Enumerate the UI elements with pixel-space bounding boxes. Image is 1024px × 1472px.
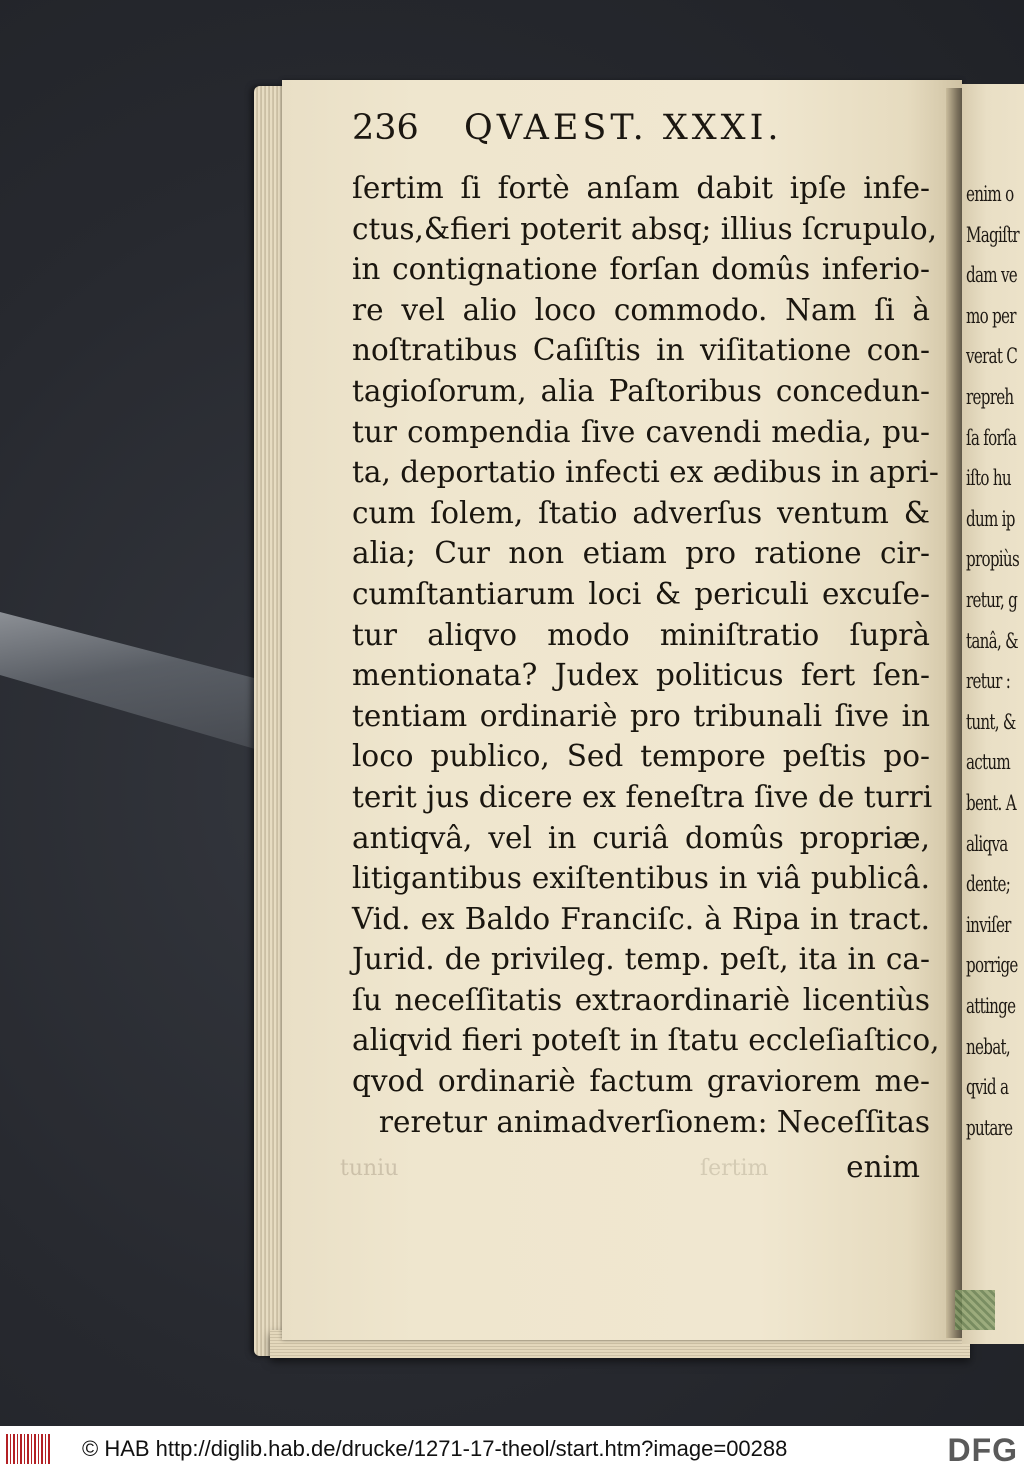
facing-page-fragment: verat C xyxy=(966,344,1018,369)
facing-page-fragment: putare xyxy=(966,1115,1013,1140)
text-line: terit jus dicere ex feneſtra ſive de turri xyxy=(352,779,933,814)
text-line: re vel alio loco commodo. Nam ſi à xyxy=(352,292,930,327)
facing-page-fragment: bent. A xyxy=(966,791,1016,815)
facing-page-fragment: porrige xyxy=(966,953,1018,978)
text-line: Vid. ex Baldo Franciſc. à Ripa in tract. xyxy=(352,901,930,936)
facing-page-fragment: tanâ, & xyxy=(966,628,1018,653)
text-line: reretur animadverſionem: Neceſſitas xyxy=(378,1104,930,1139)
text-line: ta, deportatio infecti ex ædibus in apri- xyxy=(352,455,939,490)
facing-page-fragment: iſto hu xyxy=(966,466,1011,491)
dfg-logo: DFG xyxy=(947,1432,1018,1468)
text-line: qvod ordinariè factum graviorem me- xyxy=(352,1064,930,1099)
text-line: tur compendia ſive cavendi media, pu- xyxy=(352,414,930,449)
facing-page-fragment: retur : xyxy=(966,669,1011,694)
facing-page-fragment: tunt, & xyxy=(966,709,1016,734)
facing-page-fragment: enim o xyxy=(966,182,1014,206)
page-header xyxy=(352,108,912,154)
barcode-icon xyxy=(6,1434,50,1464)
facing-page-fragment: Magiſtr xyxy=(966,222,1019,247)
text-line: cum ſolem, ſtatio adverſus ventum & xyxy=(352,495,930,530)
facing-page-fragment: inviſer xyxy=(966,912,1011,937)
text-line: ctus,&fieri poterit absq; illius ſcrupulo, xyxy=(352,211,937,246)
text-line: ſu neceſſitatis extraordinariè licentiùs xyxy=(352,982,930,1017)
question-title: QVAEST. XXXI. xyxy=(464,108,783,148)
text-line: loco publico, Sed tempore peſtis po- xyxy=(352,739,930,774)
text-line: mentionata? Judex politicus fert ſen- xyxy=(352,658,930,693)
facing-page-fragment: attinge xyxy=(966,994,1016,1018)
page-number: 236 xyxy=(352,108,419,148)
text-line: tentiam ordinariè pro tribunali ſive in xyxy=(352,698,930,733)
text-line: antiqvâ, vel in curiâ domûs propriæ, xyxy=(352,820,930,855)
facing-page-fragment: actum xyxy=(966,750,1011,775)
facing-page-fragment: aliqva xyxy=(966,831,1008,856)
green-ribbon xyxy=(955,1290,995,1330)
text-line: in contignatione forſan domûs inferio- xyxy=(352,252,930,287)
text-line: cumſtantiarum loci & periculi excuſe- xyxy=(352,576,930,611)
facing-page-fragment: repreh xyxy=(966,385,1014,409)
facing-page-fragment: dam ve xyxy=(966,263,1018,288)
facing-page-fragment: retur, g xyxy=(966,588,1018,612)
bleed-through-text: ſertim xyxy=(700,1156,769,1181)
catchword: enim xyxy=(846,1150,920,1184)
bleed-through-text: tuniu xyxy=(340,1156,399,1181)
text-line: tagioſorum, alia Paſtoribus concedun- xyxy=(352,373,930,408)
text-line: alia; Cur non etiam pro ratione cir- xyxy=(352,536,930,571)
facing-page-fragment: dente; xyxy=(966,872,1011,897)
facing-page-fragment: mo per xyxy=(966,303,1016,328)
facing-page-fragment: qvid a xyxy=(966,1075,1009,1100)
body-text xyxy=(352,168,940,1142)
text-line: tur aliqvo modo miniſtratio ſuprà xyxy=(352,617,930,652)
text-line: Jurid. de privileg. temp. peſt, ita in ca- xyxy=(352,942,930,977)
text-line: ſertim ſi fortè anſam dabit ipſe infe- xyxy=(352,171,930,205)
footer-bar xyxy=(0,1426,1024,1472)
facing-page-fragment: propiùs xyxy=(966,547,1019,572)
facing-page-fragment: nebat, xyxy=(966,1034,1010,1059)
facing-page xyxy=(962,84,1024,1344)
text-line: aliqvid fieri poteſt in ſtatu eccleſiaſtico, xyxy=(352,1023,940,1058)
facing-page-fragment: ſa forſa xyxy=(966,425,1017,450)
text-line: noſtratibus Caſiſtis in viſitatione con- xyxy=(352,333,930,368)
text-line: litigantibus exiſtentibus in viâ publicâ. xyxy=(352,861,930,896)
footer-credit[interactable]: © HAB http://diglib.hab.de/drucke/1271-17-theol/start.htm?image=00288 xyxy=(82,1436,788,1461)
facing-page-fragment: dum ip xyxy=(966,506,1015,531)
